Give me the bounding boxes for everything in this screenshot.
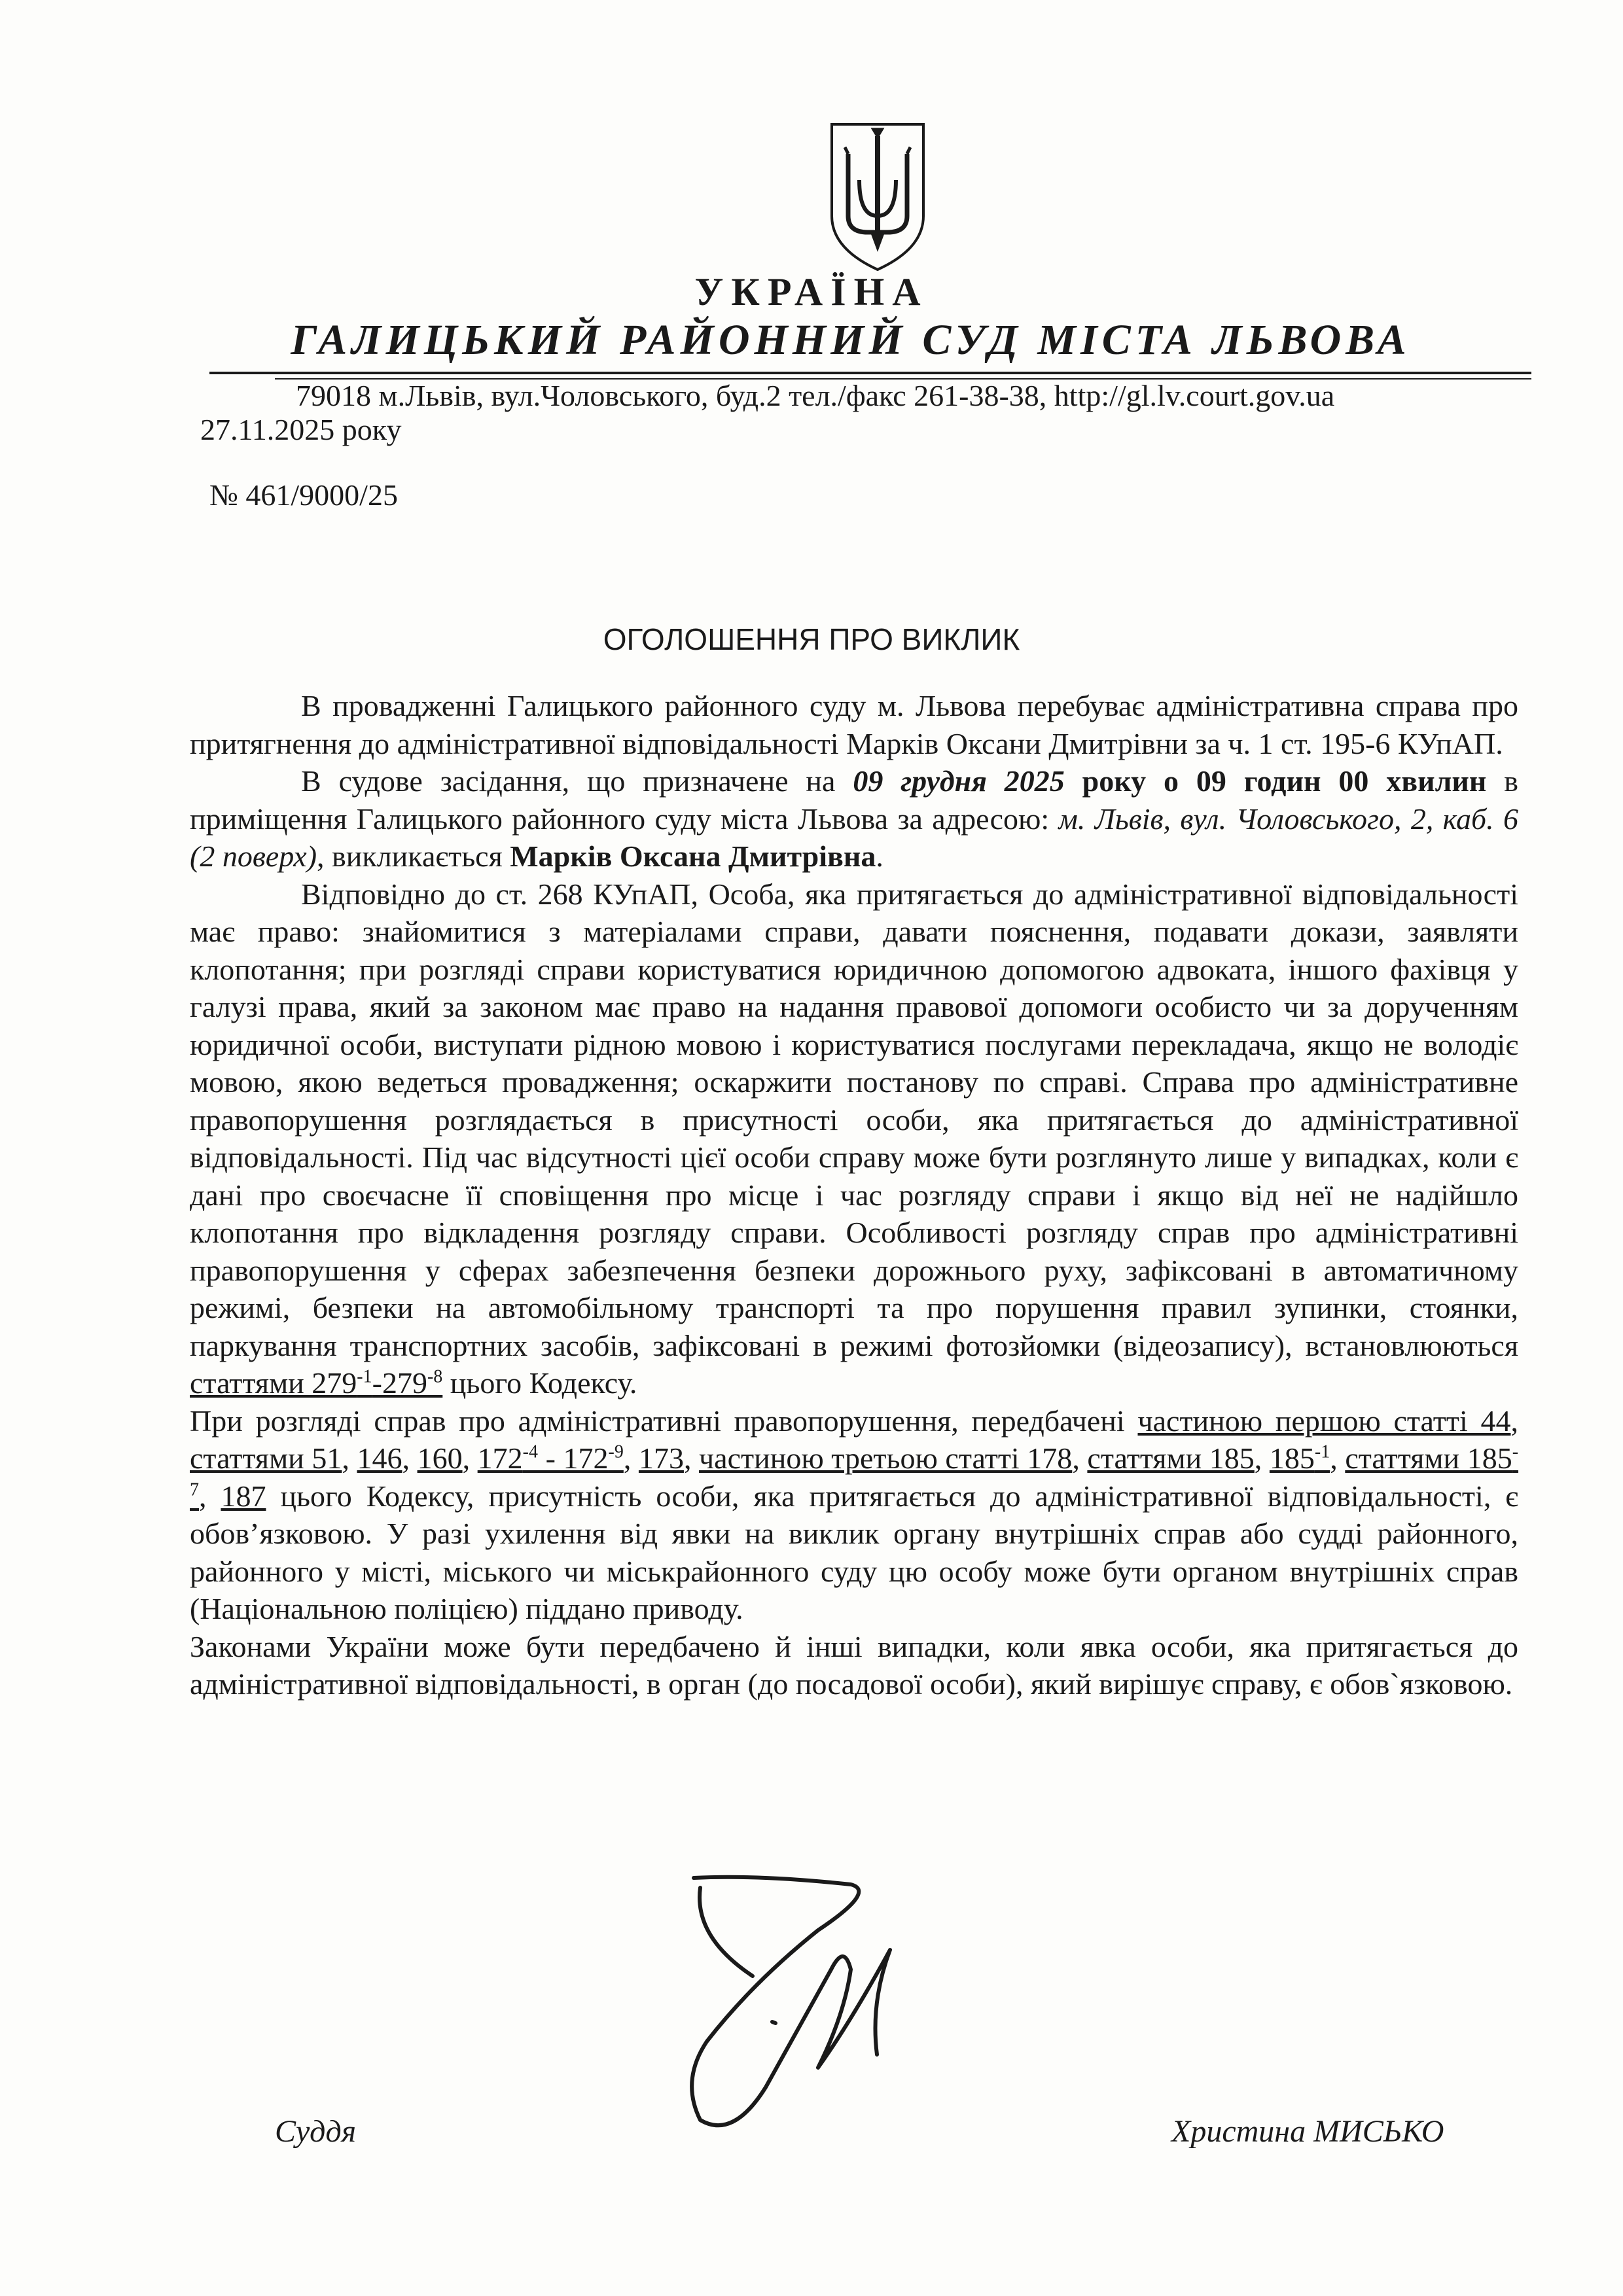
paragraph-2: В судове засідання, що призначене на 09 грудня 2025 року о 09 годин 00 хвилин в приміщення Галицького районного суду міста Львова за адресою: м. Львів, вул. Чоловського, 2, каб. 6 (2 поверх), викликається Марків Оксана Дмитрівна. <box>190 764 1518 873</box>
paragraph-3: Відповідно до ст. 268 КУпАП, Особа, яка притягається до адміністративної відповідальності має право: знайомитися з матеріалами справи, давати пояснення, подавати докази, заявляти клопотання; при розгляді справи користуватися юридичною допомогою адвоката, іншого фахівця у галузі права, який за законом має право на надання правової допомоги особисто чи за дорученням юридичної особи, виступати рідною мовою і користуватися послугами перекладача, якщо не володіє мовою, якою ведеться провадження; оскаржити постанову по справі. Справа про адміністративне правопорушення розглядається в присутності особи, яка притягається до адміністративної відповідальності. Під час відсутності цієї особи справу може бути розглянуто лише у випадках, коли є дані про своєчасне її сповіщення про місце і час розгляду справи і якщо від неї не надійшло клопотання про відкладення розгляду справи. Особливості розгляду справ про адміністративні правопорушення у сферах забезпечення безпеки дорожнього руху, зафіксовані в автоматичному режимі, безпеки на автомобільному транспорті та про порушення правил зупинки, стоянки, паркування транспортних засобів, зафіксовані в режимі фотозйомки (відеозапису), встановлюються статтями $279^{-1}-279^{-8}$ цього Кодексу. <box>190 877 1518 1400</box>
header-divider <box>209 372 1531 374</box>
law-reference-link[interactable]: 160 <box>417 1441 463 1475</box>
law-reference-link[interactable]: 187 <box>221 1479 266 1513</box>
law-reference-link[interactable]: статтями $279^{-1}-279^{-8}$ <box>190 1366 443 1400</box>
judge-name: Христина МИСЬКО <box>1171 2114 1444 2149</box>
law-reference-link[interactable]: частиною першою статті 44 <box>1137 1404 1511 1438</box>
law-reference-link[interactable]: 173 <box>638 1441 684 1475</box>
country-heading: УКРАЇНА <box>694 270 929 313</box>
law-reference-link[interactable]: частиною третьою статті 178 <box>699 1441 1073 1475</box>
paragraph-1: В провадженні Галицького районного суду м. Львова перебуває адміністративна справа про притягнення до адміністративної відповідальності Марків Оксани Дмитрівни за ч. 1 ст. 195-6 КУпАП. <box>190 689 1518 760</box>
summoned-person: Марків Оксана Дмитрівна <box>510 839 876 873</box>
document-date: 27.11.2025 року <box>200 413 402 446</box>
law-reference-link[interactable]: $172^{-4} - 172^{-9}$ <box>477 1441 624 1475</box>
law-reference-link[interactable]: статтями 51 <box>190 1441 342 1475</box>
law-reference-link[interactable]: 146 <box>357 1441 402 1475</box>
handwritten-signature <box>654 1871 995 2146</box>
hearing-time: року о 09 годин 00 хвилин <box>1064 764 1487 798</box>
paragraph-4: При розгляді справ про адміністративні правопорушення, передбачені частиною першою статті 44, статтями 51, 146, 160, $172^{-4} - 172^{-9}$, 173, частиною третьою статті 178, статтями 185, $185^{-1}$, статтями $185^{-7}$, 187 цього Кодексу, присутність особи, яка притягається до адміністративної відповідальності, є обов’язковою. У разі ухилення від явки на виклик органу внутрішніх справ або судді районного, районного у місті, міського чи міськрайонного суду цю особу може бути органом внутрішніх справ (Національною поліцією) піддано приводу. <box>190 1404 1519 1625</box>
law-reference-link[interactable]: статтями 185 <box>1087 1441 1255 1475</box>
law-reference-link[interactable]: статтями $185^{-7}$ <box>190 1441 1519 1500</box>
trident-emblem-icon <box>819 118 936 275</box>
paragraph-5: Законами України може бути передбачено й інші випадки, коли явка особи, яка притягається до адміністративної відповідальності, в орган (до посадової особи), який вирішує справу, є обов`язковою. <box>190 1629 1518 1701</box>
court-address: 79018 м.Львів, вул.Чоловського, буд.2 тел./факс 261-38-38, http://gl.lv.court.gov.ua <box>296 379 1335 412</box>
law-reference-link[interactable]: $185^{-1}$ <box>1269 1441 1330 1475</box>
document-title: ОГОЛОШЕННЯ ПРО ВИКЛИК <box>603 622 1020 656</box>
court-name-heading: ГАЛИЦЬКИЙ РАЙОННИЙ СУД МІСТА ЛЬВОВА <box>291 316 1411 364</box>
document-number: № 461/9000/25 <box>209 478 398 512</box>
hearing-place: м. Львів, вул. Чоловського, 2, каб. 6 (2 поверх) <box>190 802 1518 873</box>
document-body <box>190 687 1518 1703</box>
hearing-date: 09 грудня 2025 <box>853 764 1065 798</box>
judge-label: Суддя <box>275 2114 357 2149</box>
